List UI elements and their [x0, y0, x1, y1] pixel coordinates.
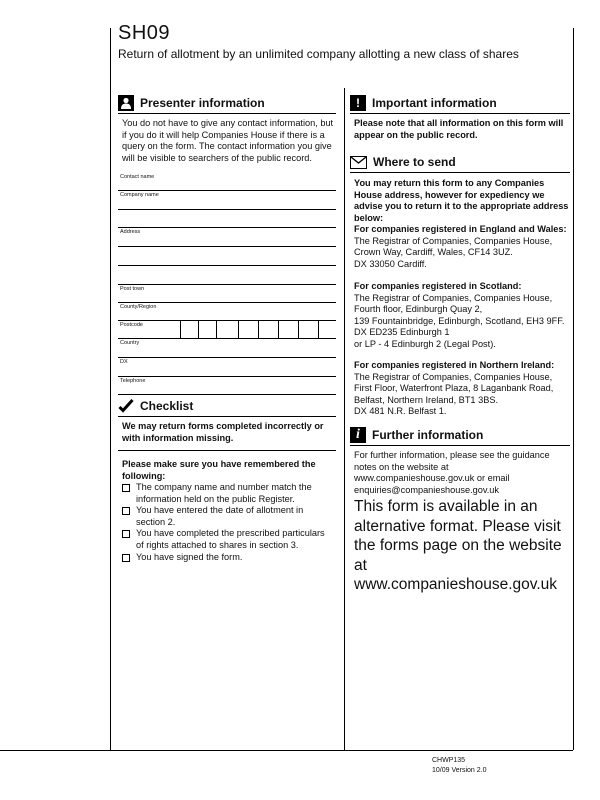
scotland-address	[354, 281, 570, 351]
address-line: Fourth floor, Edinburgh Quay 2,	[354, 304, 483, 315]
checklist-item: The company name and number match the information held on the public Register.	[122, 482, 332, 505]
postcode-box[interactable]	[216, 320, 235, 338]
important-title: Important information	[372, 96, 497, 110]
checkbox-icon[interactable]	[122, 484, 130, 492]
country-field[interactable]	[118, 338, 336, 358]
telephone-label: Telephone	[120, 378, 146, 384]
address-line: Crown Way, Cardiff, Wales, CF14 3UZ.	[354, 247, 513, 258]
checklist-section-header	[118, 396, 336, 417]
checkbox-icon[interactable]	[122, 530, 130, 538]
form-code: SH09	[118, 22, 171, 44]
england-wales-address	[354, 224, 570, 270]
northern-ireland-heading: For companies registered in Northern Ireland:	[354, 360, 555, 370]
presenter-section-header	[118, 93, 336, 114]
alternative-format-notice: This form is available in an alternative format. Please visit the forms page on the website at www.companieshouse.gov.uk	[354, 498, 562, 593]
address-field[interactable]	[118, 227, 336, 247]
country-label: Country	[120, 340, 140, 346]
company-name-label: Company name	[120, 192, 159, 198]
address-label: Address	[120, 229, 141, 235]
postcode-box[interactable]	[298, 320, 317, 338]
address-line: The Registrar of Companies, Companies House,	[354, 235, 553, 246]
scotland-heading: For companies registered in Scotland:	[354, 281, 522, 291]
where-to-send-section-header	[350, 152, 570, 173]
check-mark-icon	[118, 398, 134, 414]
right-margin-line	[573, 28, 574, 750]
england-wales-heading: For companies registered in England and Wales:	[354, 224, 567, 234]
checklist-divider	[118, 450, 336, 451]
postcode-box[interactable]	[278, 320, 297, 338]
address-line: The Registrar of Companies, Companies House,	[354, 371, 553, 382]
address-field-line3[interactable]	[118, 265, 336, 285]
further-info-text: For further information, please see the guidance notes on the website at www.companieshouse.gov.uk or email enquiries@companieshouse.gov.uk	[354, 450, 550, 495]
company-name-field-line2[interactable]	[118, 209, 336, 228]
telephone-field[interactable]	[118, 376, 336, 395]
where-to-send-title: Where to send	[373, 155, 456, 169]
footer-code: CHWP135	[432, 757, 466, 764]
exclamation-icon: !	[350, 95, 366, 111]
county-region-label: County/Region	[120, 304, 157, 310]
postcode-box[interactable]	[258, 320, 277, 338]
checklist-warning: We may return forms completed incorrectly or with information missing.	[122, 421, 324, 443]
dx-field[interactable]	[118, 357, 336, 377]
form-title: Return of allotment by an unlimited company allotting a new class of shares	[118, 47, 519, 61]
info-icon: i	[350, 427, 366, 443]
address-line: DX 481 N.R. Belfast 1.	[354, 406, 447, 417]
checklist-item: You have completed the prescribed particulars of rights attached to shares in section 3.	[122, 528, 332, 551]
postcode-box[interactable]	[318, 320, 337, 338]
county-region-field[interactable]	[118, 302, 336, 321]
address-line: 139 Fountainbridge, Edinburgh, Scotland, EH3 9FF.	[354, 315, 565, 326]
bottom-rule	[0, 750, 573, 751]
footer-version: 10/09 Version 2.0	[432, 767, 487, 774]
checklist-title: Checklist	[140, 399, 194, 413]
person-icon	[118, 95, 134, 111]
checklist-item: You have entered the date of allotment in section 2.	[122, 505, 332, 528]
postcode-box[interactable]	[180, 320, 199, 338]
address-line: Belfast, Northern Ireland, BT1 3BS.	[354, 394, 499, 405]
postcode-field[interactable]	[118, 320, 336, 339]
column-divider-line	[344, 88, 345, 750]
further-info-title: Further information	[372, 428, 484, 442]
where-to-send-intro: You may return this form to any Companies House address, however for expediency we advise you to return it to the appropriate address below:	[354, 178, 569, 223]
postcode-box[interactable]	[198, 320, 217, 338]
post-town-label: Post town	[120, 286, 145, 292]
northern-ireland-address	[354, 360, 570, 418]
envelope-icon	[350, 156, 367, 169]
postcode-box[interactable]	[238, 320, 257, 338]
company-name-field[interactable]	[118, 190, 336, 210]
contact-name-label: Contact name	[120, 174, 155, 180]
left-margin-line	[110, 28, 111, 750]
important-section-header	[350, 93, 570, 114]
address-line: DX 33050 Cardiff.	[354, 258, 427, 269]
checklist-reminder: Please make sure you have remembered the following:	[122, 459, 316, 481]
address-line: or LP - 4 Edinburgh 2 (Legal Post).	[354, 338, 496, 349]
contact-name-field[interactable]	[118, 172, 336, 191]
further-info-section-header	[350, 425, 570, 446]
postcode-label: Postcode	[120, 322, 143, 328]
dx-label: DX	[120, 359, 128, 365]
important-text: Please note that all information on this form will appear on the public record.	[354, 118, 564, 140]
address-line: DX ED235 Edinburgh 1	[354, 327, 450, 338]
presenter-intro: You do not have to give any contact information, but if you do it will help Companies House if there is a query on the form. The contact information you give will be visible to searchers of the public record.	[122, 118, 334, 163]
checkbox-icon[interactable]	[122, 554, 130, 562]
checkbox-icon[interactable]	[122, 507, 130, 515]
checklist-item: You have signed the form.	[122, 552, 332, 564]
presenter-title: Presenter information	[140, 96, 265, 110]
post-town-field[interactable]	[118, 284, 336, 303]
address-line: The Registrar of Companies, Companies House,	[354, 292, 553, 303]
address-field-line2[interactable]	[118, 246, 336, 266]
address-line: First Floor, Waterfront Plaza, 8 Laganbank Road,	[354, 383, 554, 394]
checklist-items	[122, 482, 332, 563]
